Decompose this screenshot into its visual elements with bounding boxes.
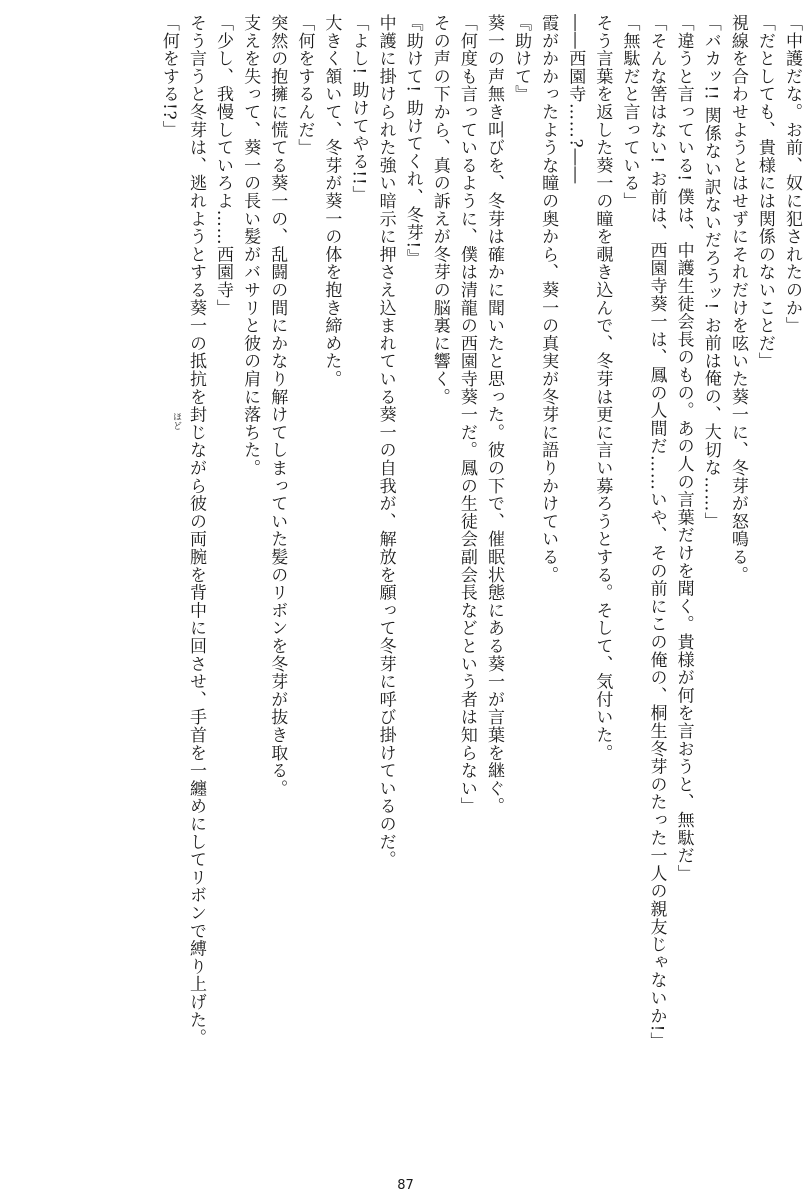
text-line: そう言うと冬芽は、逃れようとする葵一の抵抗を封じながら彼の両腕を背中に回させ、手首を一纏めにしてリボンで縛り上げた。 [185, 14, 206, 1047]
text-line: 「よし! 助けてやる!!」 [348, 14, 369, 204]
ruby-annotation: ほど [171, 412, 181, 430]
vertical-text-body [5, 14, 805, 1149]
text-line: 「何をする!?」 [158, 14, 179, 139]
text-line: 突然の抱擁に慌てる葵一の、乱闘の間にかなり解けてしまっていた髪のリボンを冬芽が抜き取る。 [267, 14, 288, 798]
text-line: 「無駄だと言っている」 [619, 14, 640, 210]
text-line: 「何度も言っているように、僕は清龍の西園寺葵一だ。鳳の生徒会副会長などという者は知らない」 [456, 14, 477, 815]
text-line: 『助けて』 [511, 14, 532, 103]
text-line: 「中護だな。お前、奴に犯されたのか」 [782, 14, 802, 335]
text-line: 支えを失って、葵一の長い髪がバサリと彼の肩に落ちた。 [240, 14, 261, 477]
text-line: 『助けて! 助けてくれ、冬芽!』 [402, 14, 423, 267]
text-line: 「何をするんだ」 [294, 14, 315, 157]
text-line: 「違うと言っている! 僕は、中護生徒会長のもの。あの人の言葉だけを聞く。貴様が何を言おうと、無駄だ」 [673, 14, 694, 883]
text-line: 葵一の声無き叫びを、冬芽は確かに聞いたと思った。彼の下で、催眠状態にある葵一が言葉を継ぐ。 [483, 14, 504, 815]
text-line: 「そんな筈はない! お前は、西園寺葵一は、鳳の人間だ……いや、その前にこの俺の、桐生冬芽のたった一人の親友じゃないか!」 [646, 14, 667, 1051]
text-line: 視線を合わせようとはせずにそれだけを呟いた葵一に、冬芽が怒鳴る。 [727, 14, 748, 584]
page-number: 87 [397, 1178, 414, 1193]
text-line: そう言葉を返した葵一の瞳を覗き込んで、冬芽は更に言い募ろうとする。そして、気付いた。 [592, 14, 613, 762]
text-line: 「バカッ!! 関係ない訳ないだろうッ! お前は俺の、大切な……」 [700, 14, 721, 530]
text-line: 大きく頷いて、冬芽が葵一の体を抱き締めた。 [321, 14, 342, 388]
text-line: 「だとしても、貴様には関係のないことだ」 [754, 14, 775, 370]
text-line: その声の下から、真の訴えが冬芽の脳裏に響く。 [429, 14, 450, 406]
text-line: 「少し、我慢していろよ……西園寺」 [213, 14, 234, 317]
text-line: ――西園寺……?―― [565, 14, 586, 185]
text-line: 中護に掛けられた強い暗示に押さえ込まれている葵一の自我が、解放を願って冬芽に呼び掛けているのだ。 [375, 14, 396, 869]
text-line: 霞がかかったような瞳の奥から、葵一の真実が冬芽に語りかけている。 [538, 14, 559, 584]
